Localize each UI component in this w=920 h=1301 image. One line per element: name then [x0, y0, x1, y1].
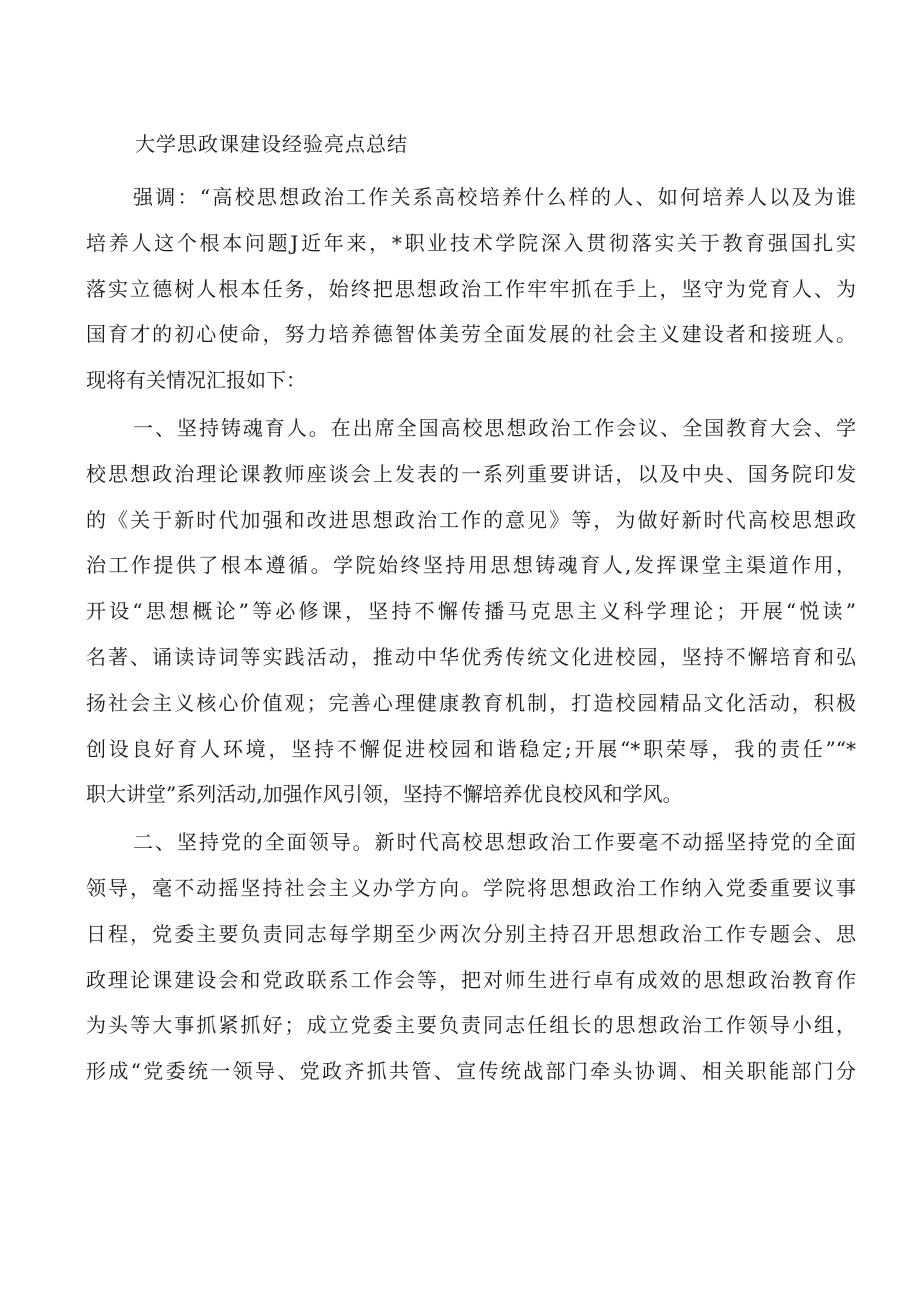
paragraph-line: 二、坚持党的全面领导。新时代高校思想政治工作要毫不动摇坚持党的全面: [133, 830, 856, 855]
paragraph-line: 扬社会主义核心价值观；完善心理健康教育机制，打造校园精品文化活动，积极: [86, 690, 856, 715]
paragraph-intro: [86, 175, 856, 404]
paragraph-line: 落实立德树人根本任务，始终把思想政治工作牢牢抓在手上，坚守为党育人、为: [86, 276, 856, 301]
paragraph-line: 创设良好育人环境，坚持不懈促进校园和谐稳定;开展“*职荣辱，我的责任”“*: [86, 736, 856, 761]
paragraph-section-one: [86, 406, 856, 818]
document-body: [86, 175, 856, 1095]
paragraph-section-two: [86, 820, 856, 1095]
paragraph-line: 形成“党委统一领导、党政齐抓共管、宣传统战部门牵头协调、相关职能部门分: [86, 1059, 856, 1084]
paragraph-line: 现将有关情况汇报如下：: [86, 368, 306, 393]
document-title: 大学思政课建设经验亮点总结: [135, 132, 408, 156]
paragraph-line: 日程，党委主要负责同志每学期至少两次分别主持召开思想政治工作专题会、思: [86, 921, 856, 946]
paragraph-line: 一、坚持铸魂育人。在出席全国高校思想政治工作会议、全国教育大会、学: [133, 415, 856, 440]
paragraph-line: 政理论课建设会和党政联系工作会等，把对师生进行卓有成效的思想政治教育作: [86, 967, 856, 992]
paragraph-line: 国育才的初心使命，努力培养德智体美劳全面发展的社会主义建设者和接班人。: [86, 322, 856, 347]
paragraph-line: 培养人这个根本问题J近年来，*职业技术学院深入贯彻落实关于教育强国扎实: [86, 230, 856, 255]
paragraph-line: 职大讲堂”系列活动,加强作风引领，坚持不懈培养优良校风和学风。: [86, 782, 683, 807]
paragraph-line: 治工作提供了根本遵循。学院始终坚持用思想铸魂育人,发挥课堂主渠道作用，: [86, 553, 856, 578]
paragraph-line: 的《关于新时代加强和改进思想政治工作的意见》等，为做好新时代高校思想政: [86, 507, 856, 532]
paragraph-line: 为头等大事抓紧抓好；成立党委主要负责同志任组长的思想政治工作领导小组，: [86, 1013, 856, 1038]
paragraph-line: 领导，毫不动摇坚持社会主义办学方向。学院将思想政治工作纳入党委重要议事: [86, 875, 856, 900]
paragraph-line: 名著、诵读诗词等实践活动，推动中华优秀传统文化进校园，坚持不懈培育和弘: [86, 644, 856, 669]
paragraph-line: 开设“思想概论”等必修课，坚持不懈传播马克思主义科学理论；开展“悦读”: [86, 599, 856, 624]
paragraph-line: 校思想政治理论课教师座谈会上发表的一系列重要讲话，以及中央、国务院印发: [86, 461, 856, 486]
paragraph-line: 强调：“高校思想政治工作关系高校培养什么样的人、如何培养人以及为谁: [133, 185, 856, 209]
